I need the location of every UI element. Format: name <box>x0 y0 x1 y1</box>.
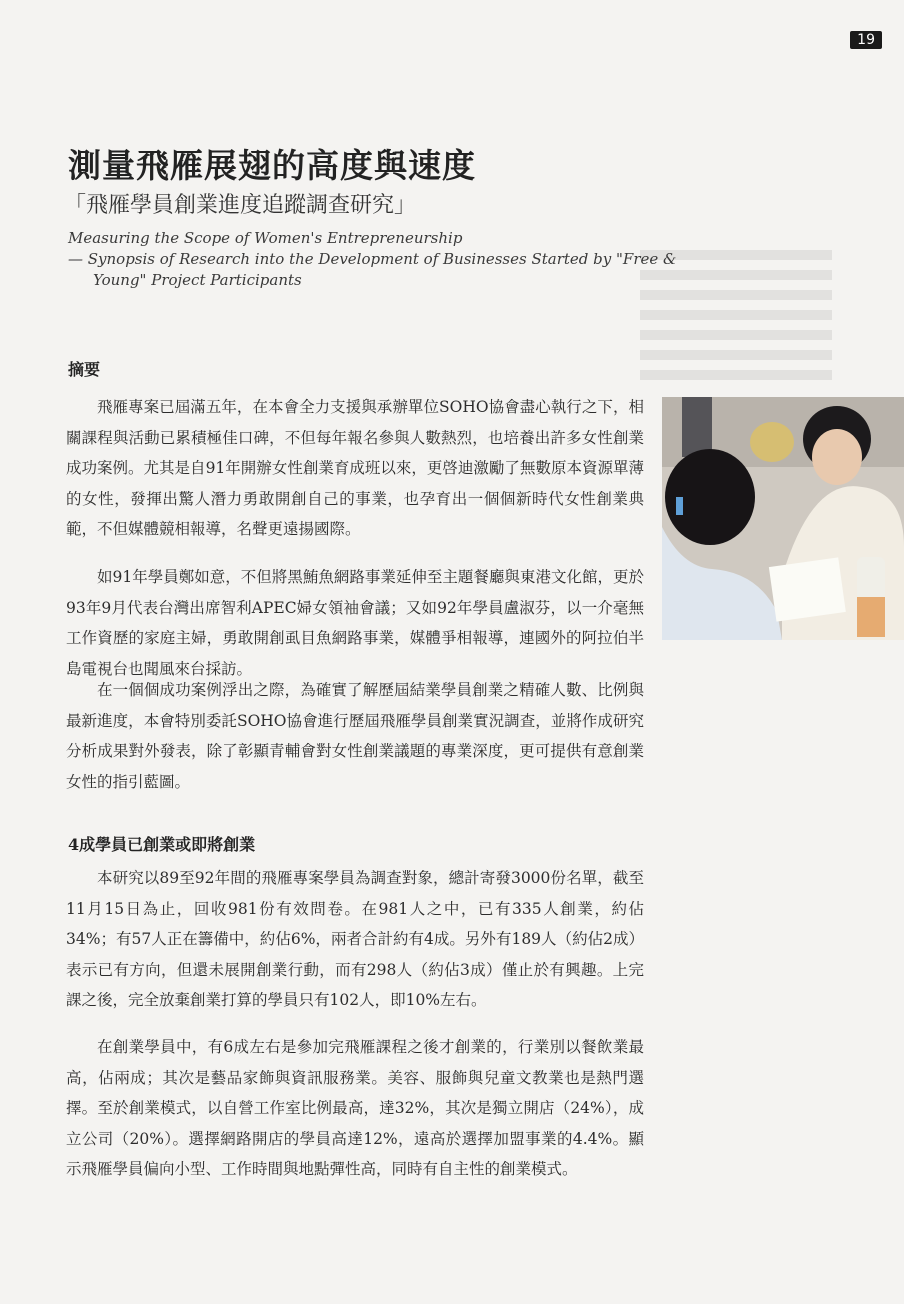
english-title <box>68 228 677 291</box>
abstract-paragraph: 飛雁專案已屆滿五年，在本會全力支援與承辦單位SOHO協會盡心執行之下，相關課程與活動已累積極佳口碑，不但每年報名參與人數熱烈，也培養出許多女性創業成功案例。尤其是自91年開辦女性創業育成班以來，更啓迪激勵了無數原本資源單薄的女性，發揮出驚人潛力勇敢開創自己的事業，也孕育出一個個新時代女性創業典範，不但媒體競相報導，名聲更遠揚國際。 <box>66 398 644 538</box>
page-title: 測量飛雁展翅的高度與速度 <box>68 146 476 185</box>
english-title-line: Young" Project Participants <box>93 271 302 289</box>
english-title-line: — Synopsis of Research into the Development of Businesses Started by "Free & <box>68 250 677 268</box>
abstract-paragraph: 如91年學員鄭如意，不但將黑鮪魚網路事業延伸至主題餐廳與東港文化館，更於93年9月代表台灣出席智利APEC婦女領袖會議；又如92年學員盧淑芬，以一介毫無工作資歷的家庭主婦，勇敢開創虱目魚網路事業，媒體爭相報導，連國外的阿拉伯半島電視台也聞風來台採訪。 <box>66 568 644 678</box>
abstract-heading: 摘要 <box>68 360 101 379</box>
body-paragraph: 在創業學員中，有6成左右是參加完飛雁課程之後才創業的，行業別以餐飲業最高，佔兩成；其次是藝品家飾與資訊服務業。美容、服飾與兒童文教業也是熱門選擇。至於創業模式，以自營工作室比例最高，達32%，其次是獨立開店（24%），成立公司（20%）。選擇網路開店的學員高達12%，遠高於選擇加盟事業的4.4%。顯示飛雁學員偏向小型、工作時間與地點彈性高，同時有自主性的創業模式。 <box>66 1038 644 1178</box>
abstract-paragraph: 在一個個成功案例浮出之際，為確實了解歷屆結業學員創業之精確人數、比例與最新進度，本會特別委託SOHO協會進行歷屆飛雁學員創業實況調查，並將作成研究分析成果對外發表，除了彰顯青輔會對女性創業議題的專業深度，更可提供有意創業女性的指引藍圖。 <box>66 681 644 791</box>
photo-consultation <box>662 397 904 640</box>
page-subtitle: 「飛雁學員創業進度追蹤調查研究」 <box>64 193 417 218</box>
page-number: 19 <box>850 31 882 49</box>
english-title-line: Measuring the Scope of Women's Entrepreneurship <box>68 229 463 247</box>
bleed-through-text <box>640 240 880 1140</box>
section-heading: 4成學員已創業或即將創業 <box>68 835 256 854</box>
body-paragraph: 本研究以89至92年間的飛雁專案學員為調查對象，總計寄發3000份名單，截至11月15日為止，回收981份有效問卷。在981人之中，已有335人創業，約佔34%；有57人正在籌備中，約佔6%，兩者合計約有4成。另外有189人（約佔2成）表示已有方向，但還未展開創業行動，而有298人（約佔3成）僅止於有興趣。上完課之後，完全放棄創業打算的學員只有102人，即10%左右。 <box>66 869 644 1009</box>
